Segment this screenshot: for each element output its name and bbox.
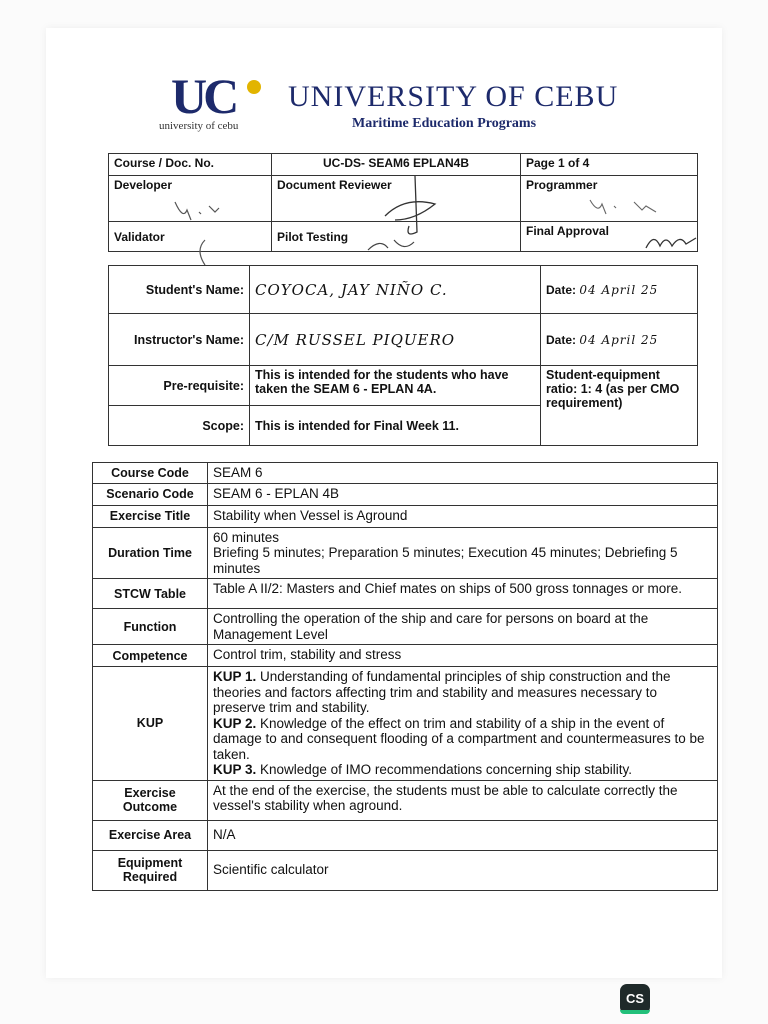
equipment-label: Equipment Required: [93, 850, 208, 890]
approval-signature: [640, 228, 704, 258]
prereq-label: Pre-requisite:: [109, 366, 250, 406]
exercise-area-value: N/A: [208, 820, 718, 850]
kup-tag: KUP 2.: [213, 715, 257, 731]
logo-dot: [247, 80, 261, 94]
outcome-value: At the end of the exercise, the students must be able to calculate correctly the vessel's stability when aground.: [208, 780, 718, 820]
page-indicator: Page 1 of 4: [521, 154, 698, 176]
instructor-label: Instructor's Name:: [109, 314, 250, 366]
equipment-value: Scientific calculator: [208, 850, 718, 890]
logo-text: UC: [171, 68, 236, 124]
program-name: Maritime Education Programs: [352, 116, 537, 131]
ratio-text: Student-equipment ratio: 1: 4 (as per CMO requirement): [541, 366, 698, 446]
prereq-text: This is intended for the students who have taken the SEAM 6 - EPLAN 4A.: [250, 366, 541, 406]
kup-label: KUP: [93, 667, 208, 781]
outcome-label: Exercise Outcome: [93, 780, 208, 820]
university-name: UNIVERSITY OF CEBU: [288, 80, 619, 113]
kup-item: [213, 762, 712, 778]
camscanner-icon: CS: [620, 984, 650, 1014]
doc-number: UC-DS- SEAM6 EPLAN4B: [272, 154, 521, 176]
duration-value: 60 minutes Briefing 5 minutes; Preparation 5 minutes; Execution 45 minutes; Debriefing 5 minutes: [208, 527, 718, 579]
developer-label: Developer: [109, 176, 272, 222]
instructor-name: C/M RUSSEL PIQUERO: [250, 314, 541, 366]
stcw-label: STCW Table: [93, 579, 208, 609]
date-label: Date:: [546, 282, 577, 297]
kup-item: [213, 669, 712, 716]
programmer-signature: [580, 192, 680, 222]
pilot-label: Pilot Testing: [272, 222, 521, 252]
scope-label: Scope:: [109, 406, 250, 446]
kup-list: [208, 667, 718, 781]
function-value: Controlling the operation of the ship and care for persons on board at the Management Level: [208, 609, 718, 645]
scope-text: This is intended for Final Week 11.: [250, 406, 541, 446]
course-code-value: SEAM 6: [208, 463, 718, 484]
logo-subtext: university of cebu: [159, 120, 239, 132]
kup-tag: KUP 1.: [213, 669, 257, 684]
duration-label: Duration Time: [93, 527, 208, 579]
course-doc-label: Course / Doc. No.: [109, 154, 272, 176]
exercise-area-label: Exercise Area: [93, 820, 208, 850]
course-code-label: Course Code: [93, 463, 208, 484]
stcw-value: Table A II/2: Masters and Chief mates on ships of 500 gross tonnages or more.: [208, 579, 718, 609]
approval-label: Final Approval: [521, 222, 698, 252]
date-label-2: Date:: [546, 332, 577, 347]
instructor-date: 04 April 25: [579, 332, 659, 347]
scenario-code-value: SEAM 6 - EPLAN 4B: [208, 483, 718, 505]
university-logo: [159, 68, 283, 135]
programmer-label: Programmer: [521, 176, 698, 222]
competence-value: Control trim, stability and stress: [208, 645, 718, 667]
kup-item: [213, 716, 712, 763]
kup-text: Understanding of fundamental principles of ship construction and the theories and factors affecting trim and stability and measures necessary to preserve trim and stability.: [213, 669, 671, 715]
kup-text: Knowledge of the effect on trim and stability of a ship in the event of damage to and consequent flooding of a compartment and countermeasures to be taken.: [213, 715, 705, 762]
student-name: COYOCA, JAY NIÑO C.: [250, 266, 541, 314]
scenario-code-label: Scenario Code: [93, 483, 208, 505]
reviewer-label: Document Reviewer: [272, 176, 521, 222]
exercise-table: [92, 462, 718, 891]
kup-tag: KUP 3.: [213, 762, 257, 777]
pilot-signature: [360, 230, 440, 260]
student-date: 04 April 25: [579, 282, 659, 297]
student-name-label: Student's Name:: [109, 266, 250, 314]
kup-text: Knowledge of IMO recommendations concerning ship stability.: [256, 762, 632, 777]
function-label: Function: [93, 609, 208, 645]
student-info-table: [108, 265, 698, 446]
exercise-title-value: Stability when Vessel is Aground: [208, 505, 718, 527]
competence-label: Competence: [93, 645, 208, 667]
exercise-title-label: Exercise Title: [93, 505, 208, 527]
validator-label: Validator: [109, 222, 272, 252]
